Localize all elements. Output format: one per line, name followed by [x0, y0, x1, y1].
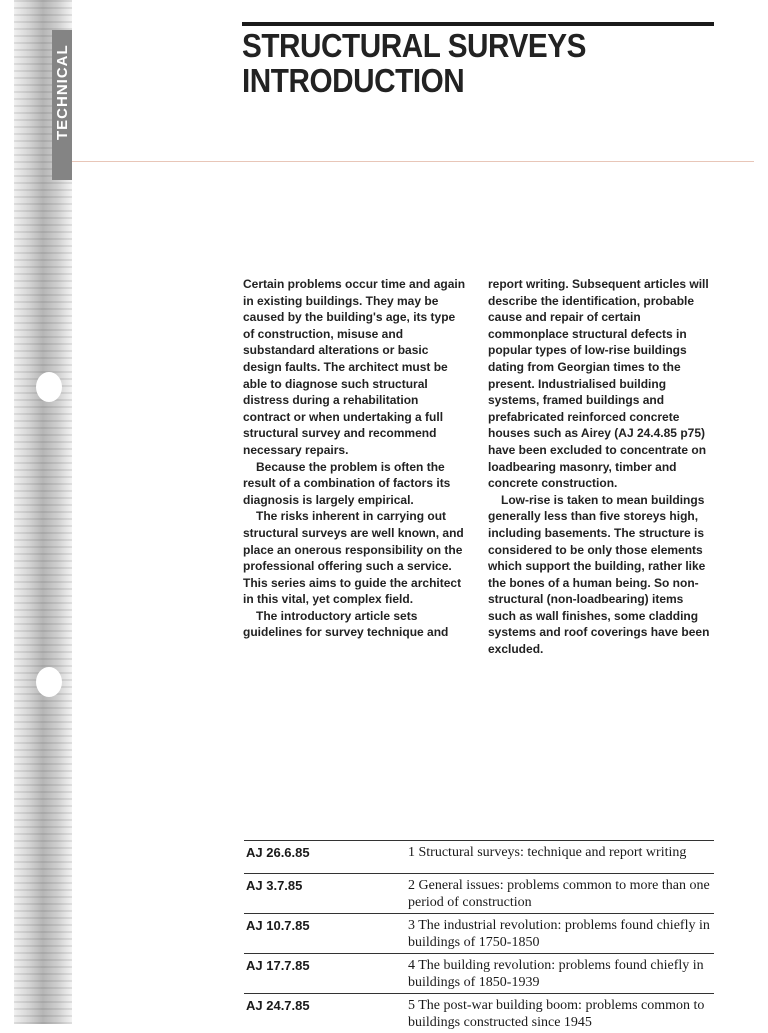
title-rule: [242, 22, 714, 26]
issue-date: AJ 17.7.85: [244, 954, 408, 994]
paragraph: The introductory article sets guidelines for survey technique and: [243, 608, 469, 641]
table-row: [244, 874, 714, 914]
article-description: 2 General issues: problems common to more than one period of construction: [408, 874, 714, 914]
issue-date: AJ 3.7.85: [244, 874, 408, 914]
table-row: [244, 841, 714, 874]
binding-strip: [14, 0, 72, 1024]
series-schedule-table: [244, 840, 714, 1033]
paragraph: Low-rise is taken to mean buildings generally less than five storeys high, including basements. The structure is considered to be only those elements which support the building, rather like the bones of a human being. So non-structural (non-loadbearing) items such as wall finishes, some cladding systems and roof coverings have been excluded.: [488, 492, 714, 658]
punch-hole: [36, 667, 62, 697]
title-line-2: INTRODUCTION: [242, 63, 586, 98]
article-description: 1 Structural surveys: technique and report writing: [408, 841, 714, 874]
paragraph: Certain problems occur time and again in existing buildings. They may be caused by the building's age, its type of construction, misuse and substandard alterations or basic design faults. The architect must be able to diagnose such structural distress during a rehabilitation contract or when undertaking a full structural survey and recommend necessary repairs.: [243, 276, 469, 459]
punch-hole: [36, 372, 62, 402]
issue-date: AJ 26.6.85: [244, 841, 408, 874]
paragraph: The risks inherent in carrying out structural surveys are well known, and place an onerous responsibility on the professional offering such a service. This series aims to guide the architect in this vital, yet complex field.: [243, 508, 469, 608]
page-title: [242, 28, 586, 98]
article-description: 3 The industrial revolution: problems found chiefly in buildings of 1750-1850: [408, 914, 714, 954]
paragraph: report writing. Subsequent articles will describe the identification, probable cause and repair of certain commonplace structural defects in popular types of low-rise buildings dating from Georgian times to the present. Industrialised building systems, framed buildings and prefabricated reinforced concrete houses such as Airey (AJ 24.4.85 p75) have been excluded to concentrate on loadbearing masonry, timber and concrete construction.: [488, 276, 714, 492]
article-column-left: [243, 276, 469, 641]
section-tab-label: TECHNICAL: [54, 44, 71, 140]
table-row: [244, 914, 714, 954]
divider-line: [72, 161, 754, 162]
article-description: 4 The building revolution: problems found chiefly in buildings of 1850-1939: [408, 954, 714, 994]
article-column-right: [488, 276, 714, 658]
table-row: [244, 954, 714, 994]
table-row: [244, 994, 714, 1033]
paragraph: Because the problem is often the result of a combination of factors its diagnosis is largely empirical.: [243, 459, 469, 509]
title-line-1: STRUCTURAL SURVEYS: [242, 28, 586, 63]
issue-date: AJ 10.7.85: [244, 914, 408, 954]
article-description: 5 The post-war building boom: problems common to buildings constructed since 1945: [408, 994, 714, 1033]
issue-date: AJ 24.7.85: [244, 994, 408, 1033]
